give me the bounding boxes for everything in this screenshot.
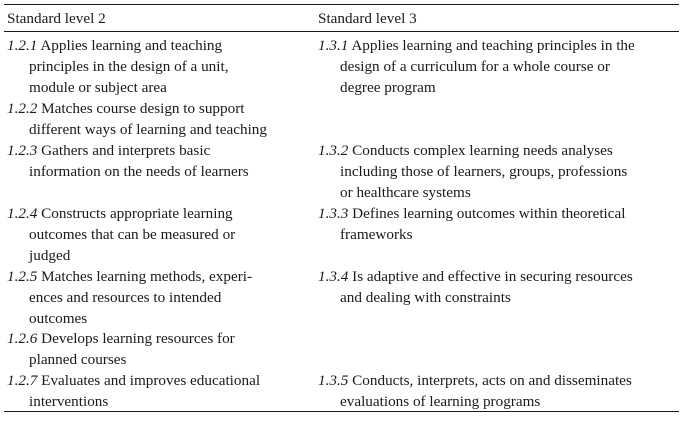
entry-text: Defines learning outcomes within theoretical (352, 205, 626, 222)
entry-text: Applies learning and teaching (40, 37, 223, 54)
entry-text: Applies learning and teaching principles in the (351, 37, 635, 54)
entry-text: different ways of learning and teaching (29, 121, 267, 138)
entry-code: 1.2.4 (7, 205, 38, 222)
entry-code: 1.2.7 (7, 372, 38, 389)
bottom-rule (4, 411, 679, 412)
entry-text: Evaluates and improves educational (41, 372, 261, 389)
entry-text: Matches course design to support (41, 100, 245, 117)
entry-text: design of a curriculum for a whole course or (340, 58, 610, 75)
entry-text: including those of learners, groups, professions (340, 163, 628, 180)
table-entry (7, 203, 307, 266)
entry-code: 1.3.3 (318, 205, 349, 222)
entry-text: degree program (340, 79, 436, 96)
table-entry (318, 266, 680, 308)
header-standard-level-2: Standard level 2 (7, 10, 106, 27)
entry-code: 1.3.1 (318, 37, 349, 54)
entry-code: 1.3.2 (318, 142, 349, 159)
table-entry (7, 370, 307, 412)
entry-text: principles in the design of a unit, (29, 58, 229, 75)
table-entry (318, 35, 680, 98)
entry-text: Develops learning resources for (41, 330, 235, 347)
entry-code: 1.2.3 (7, 142, 38, 159)
entry-text: Gathers and interprets basic (41, 142, 211, 159)
table-entry (318, 370, 680, 412)
entry-text: Conducts, interprets, acts on and disseminates (352, 372, 632, 389)
entry-text: or healthcare systems (340, 184, 471, 201)
table-entry (7, 98, 307, 140)
entry-text: Matches learning methods, experi- (41, 268, 253, 285)
entry-code: 1.3.5 (318, 372, 349, 389)
table-entry (7, 266, 307, 329)
entry-text: Conducts complex learning needs analyses (352, 142, 613, 159)
entry-text: Is adaptive and effective in securing resources (352, 268, 633, 285)
table-entry (7, 35, 307, 98)
entry-text: planned courses (29, 351, 127, 368)
table-entry (7, 328, 307, 370)
entry-text: ences and resources to intended (29, 289, 222, 306)
top-rule (4, 4, 679, 5)
entry-text: interventions (29, 393, 109, 410)
entry-text: judged (29, 247, 71, 264)
table-entry (318, 140, 680, 203)
entry-text: information on the needs of learners (29, 163, 249, 180)
entry-text: frameworks (340, 226, 413, 243)
entry-code: 1.2.1 (7, 37, 38, 54)
entry-code: 1.3.4 (318, 268, 349, 285)
entry-code: 1.2.2 (7, 100, 38, 117)
entry-text: outcomes that can be measured or (29, 226, 236, 243)
header-rule (4, 31, 679, 32)
entry-text: Constructs appropriate learning (41, 205, 233, 222)
entry-text: evaluations of learning programs (340, 393, 541, 410)
entry-text: and dealing with constraints (340, 289, 511, 306)
table-entry (7, 140, 307, 182)
entry-text: module or subject area (29, 79, 167, 96)
header-standard-level-3: Standard level 3 (318, 10, 417, 27)
table-entry (318, 203, 680, 245)
entry-code: 1.2.6 (7, 330, 38, 347)
entry-text: outcomes (29, 310, 88, 327)
entry-code: 1.2.5 (7, 268, 38, 285)
